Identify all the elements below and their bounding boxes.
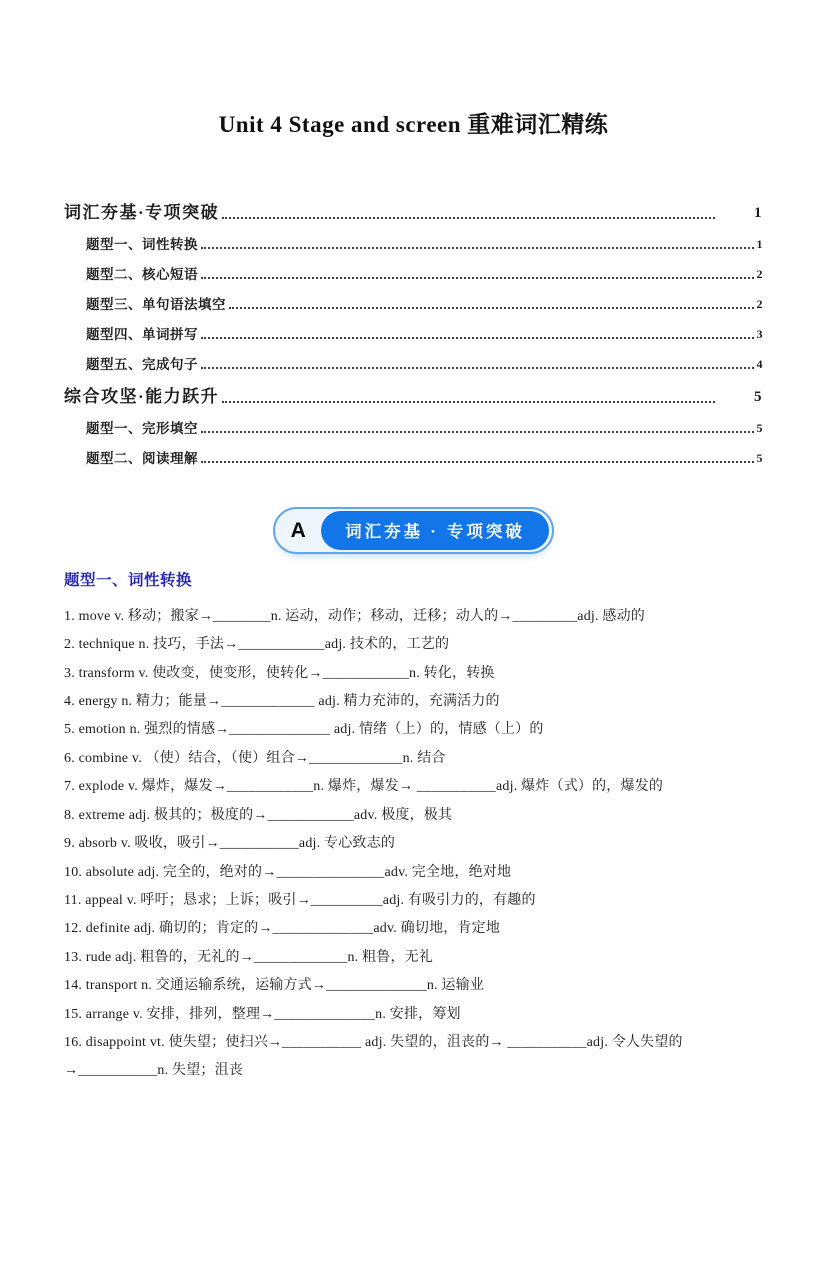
page-title: Unit 4 Stage and screen 重难词汇精练 <box>218 112 609 137</box>
toc-entry-label: 题型五、完成句子 <box>86 357 198 372</box>
toc-page-number: 2 <box>756 297 763 311</box>
toc-entry-label: 题型一、词性转换 <box>86 237 198 252</box>
toc-entry[interactable] <box>64 407 763 437</box>
toc-entry[interactable] <box>64 189 763 223</box>
vocab-item: 4. energy n. 精力；能量→_____________ adj. 精力充沛的，充满活力的 <box>64 694 500 710</box>
toc-entry[interactable] <box>64 253 763 283</box>
exercise-heading: 题型一、词性转换 <box>64 572 193 589</box>
toc-dotted-leader <box>201 277 754 279</box>
vocab-item: 10. absolute adj. 完全的，绝对的→_______________adv. 完全地，绝对地 <box>64 864 512 880</box>
toc-entry-label: 题型四、单词拼写 <box>86 327 198 342</box>
vocab-item: 1. move v. 移动；搬家→________n. 运动，动作；移动，迁移；动人的→_________adj. 感动的 <box>64 608 645 624</box>
section-badge <box>273 507 554 554</box>
vocab-item: 6. combine v. （使）结合，（使）组合→_____________n. 结合 <box>64 750 446 766</box>
toc-dotted-leader <box>201 431 754 433</box>
toc-page-number: 3 <box>756 327 763 341</box>
vocab-item: 3. transform v. 使改变，使变形，使转化→____________n. 转化，转换 <box>64 665 495 681</box>
section-badge-marker: A <box>290 518 306 542</box>
worksheet-page <box>0 106 827 1086</box>
toc-entry[interactable] <box>64 313 763 343</box>
toc-entry-label: 题型一、完形填空 <box>86 421 198 436</box>
toc-entry[interactable] <box>64 437 763 467</box>
vocab-item: 13. rude adj. 粗鲁的，无礼的→_____________n. 粗鲁，无礼 <box>64 949 434 965</box>
toc-page-number: 5 <box>756 421 763 435</box>
toc-dotted-leader <box>229 307 754 309</box>
toc-dotted-leader <box>201 247 754 249</box>
vocab-item: 7. explode v. 爆炸，爆发→____________n. 爆炸，爆发→ ___________adj. 爆炸（式）的，爆发的 <box>64 779 664 795</box>
toc-page-number: 4 <box>756 357 763 371</box>
toc-page-number: 2 <box>756 267 763 281</box>
toc-dotted-leader <box>201 337 754 339</box>
toc-entry-label: 题型二、核心短语 <box>86 267 198 282</box>
toc-entry[interactable] <box>64 343 763 373</box>
vocab-item: 12. definite adj. 确切的；肯定的→______________adv. 确切地，肯定地 <box>64 921 501 937</box>
vocab-item: 14. transport n. 交通运输系统，运输方式→______________n. 运输业 <box>64 978 485 994</box>
vocab-item: 5. emotion n. 强烈的情感→______________ adj. 情绪（上）的，情感（上）的 <box>64 722 544 738</box>
toc-entry[interactable] <box>64 283 763 313</box>
toc-dotted-leader <box>222 217 715 219</box>
toc-dotted-leader <box>201 461 754 463</box>
section-badge-label: 词汇夯基 · 专项突破 <box>321 511 549 550</box>
toc-entry-label: 词汇夯基·专项突破 <box>64 203 220 222</box>
toc-page-number: 5 <box>754 389 763 405</box>
table-of-contents <box>64 189 763 467</box>
toc-entry-label: 综合攻坚·能力跃升 <box>64 387 220 406</box>
toc-entry[interactable] <box>64 223 763 253</box>
toc-entry-label: 题型二、阅读理解 <box>86 451 198 466</box>
section-badge-row <box>64 507 763 554</box>
vocab-item: 9. absorb v. 吸收，吸引→___________adj. 专心致志的 <box>64 836 396 852</box>
toc-page-number: 1 <box>756 237 763 251</box>
vocab-item: 15. arrange v. 安排，排列，整理→______________n. 安排，筹划 <box>64 1006 461 1022</box>
vocab-item-list <box>64 603 763 1086</box>
toc-entry-label: 题型三、单句语法填空 <box>86 297 226 312</box>
vocab-item: 8. extreme adj. 极其的；极度的→____________adv. 极度，极其 <box>64 807 453 823</box>
vocab-item: 16. disappoint vt. 使失望；使扫兴→___________ adj. 失望的，沮丧的→ ___________adj. 令人失望的 →___________n. 失望；沮丧 <box>64 1034 683 1079</box>
vocab-item: 2. technique n. 技巧，手法→____________adj. 技术的，工艺的 <box>64 637 450 653</box>
vocab-item: 11. appeal v. 呼吁；恳求；上诉；吸引→__________adj. 有吸引力的，有趣的 <box>64 892 536 908</box>
toc-dotted-leader <box>201 367 754 369</box>
toc-dotted-leader <box>222 401 715 403</box>
toc-page-number: 5 <box>756 451 763 465</box>
toc-entry[interactable] <box>64 373 763 407</box>
toc-page-number: 1 <box>754 205 763 221</box>
